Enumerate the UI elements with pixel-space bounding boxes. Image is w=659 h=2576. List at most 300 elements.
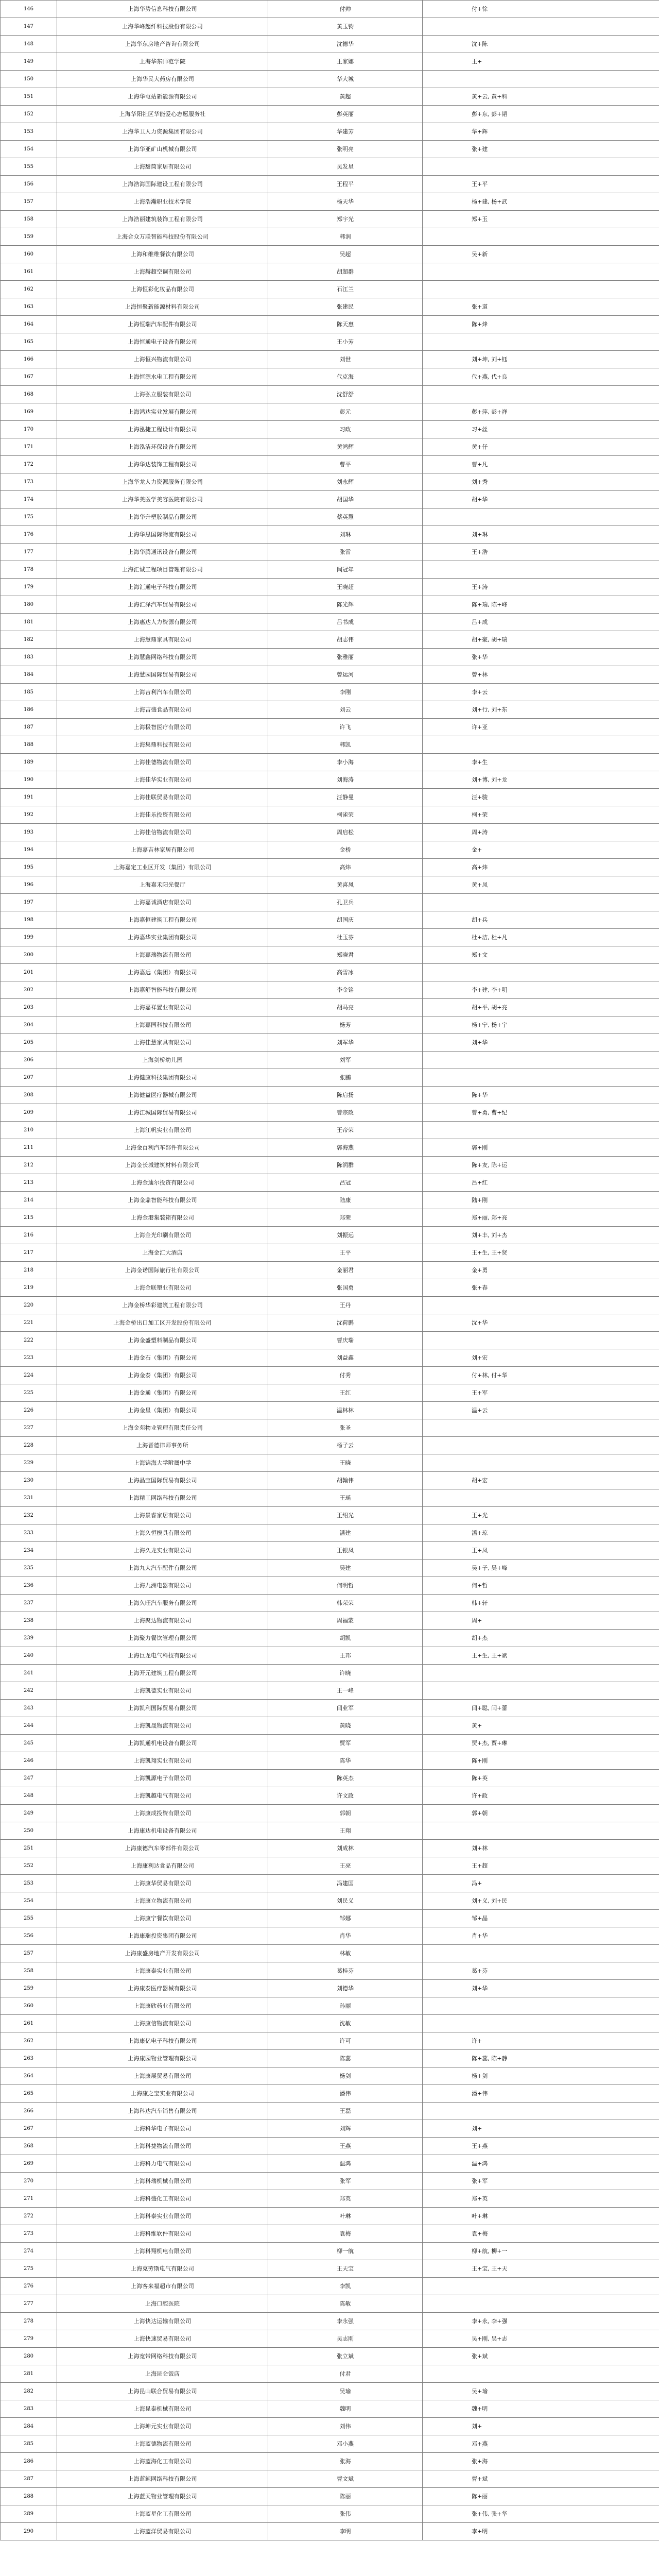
note-cell: 潘+琼 bbox=[423, 1524, 659, 1542]
contact-person-cell: 王晓 bbox=[268, 1454, 423, 1472]
company-name-cell: 上海华升塑胶制品有限公司 bbox=[57, 509, 268, 526]
company-name-cell: 上海康达机电设备有限公司 bbox=[57, 1822, 268, 1840]
table-row bbox=[1, 1244, 659, 1262]
row-number-cell: 221 bbox=[1, 1314, 57, 1332]
table-row bbox=[1, 2523, 659, 2540]
company-name-cell: 上海聚达物流有限公司 bbox=[57, 1612, 268, 1630]
table-row bbox=[1, 2330, 659, 2348]
note-cell: 胡+华 bbox=[423, 491, 659, 509]
note-cell: 周+ bbox=[423, 1612, 659, 1630]
contact-person-cell: 刘民义 bbox=[268, 1892, 423, 1910]
note-cell: 张+道 bbox=[423, 298, 659, 316]
table-row bbox=[1, 1402, 659, 1419]
table-row bbox=[1, 421, 659, 438]
company-name-cell: 上海嘉华实业集团有限公司 bbox=[57, 929, 268, 946]
note-cell: 王+宝, 王+天 bbox=[423, 2260, 659, 2278]
company-name-cell: 上海嘉吉林家居有限公司 bbox=[57, 841, 268, 859]
company-name-cell: 上海快达运输有限公司 bbox=[57, 2313, 268, 2330]
table-row bbox=[1, 981, 659, 999]
note-cell: 曹+勇, 曹+纪 bbox=[423, 1104, 659, 1122]
row-number-cell: 238 bbox=[1, 1612, 57, 1630]
note-cell: 黄+凤 bbox=[423, 876, 659, 894]
company-name-cell: 上海甜筒家居有限公司 bbox=[57, 158, 268, 176]
row-number-cell: 159 bbox=[1, 228, 57, 246]
contact-person-cell: 张立斌 bbox=[268, 2348, 423, 2365]
note-cell: 付+徐 bbox=[423, 1, 659, 18]
company-name-cell: 上海科力电气有限公司 bbox=[57, 2155, 268, 2173]
row-number-cell: 212 bbox=[1, 1157, 57, 1174]
contact-person-cell: 陈蕊 bbox=[268, 2050, 423, 2067]
table-row bbox=[1, 1752, 659, 1770]
contact-person-cell: 王燕 bbox=[268, 2138, 423, 2155]
row-number-cell: 190 bbox=[1, 771, 57, 789]
company-name-cell: 上海赫超空调有限公司 bbox=[57, 263, 268, 281]
table-row bbox=[1, 2015, 659, 2032]
note-cell: 刘+琳 bbox=[423, 526, 659, 544]
table-row bbox=[1, 649, 659, 666]
note-cell: 胡+兵 bbox=[423, 911, 659, 929]
table-row bbox=[1, 2050, 659, 2067]
contact-person-cell: 潘伟 bbox=[268, 2085, 423, 2103]
company-name-cell: 上海凯越电气有限公司 bbox=[57, 1787, 268, 1805]
row-number-cell: 257 bbox=[1, 1945, 57, 1962]
table-row bbox=[1, 1945, 659, 1962]
table-row bbox=[1, 2225, 659, 2243]
row-number-cell: 217 bbox=[1, 1244, 57, 1262]
note-cell: 陈+烽 bbox=[423, 316, 659, 333]
company-name-cell: 上海华亚矿山机械有限公司 bbox=[57, 141, 268, 158]
contact-person-cell: 高雪冰 bbox=[268, 964, 423, 981]
note-cell: 陈+刚 bbox=[423, 1752, 659, 1770]
contact-person-cell: 吴超 bbox=[268, 246, 423, 263]
contact-person-cell: 陈英杰 bbox=[268, 1770, 423, 1787]
row-number-cell: 269 bbox=[1, 2155, 57, 2173]
company-name-cell: 上海嘉远（集团）有限公司 bbox=[57, 964, 268, 981]
note-cell: 王+平 bbox=[423, 176, 659, 193]
contact-person-cell: 张军 bbox=[268, 2173, 423, 2190]
note-cell: 胡+平, 胡+亮 bbox=[423, 999, 659, 1016]
row-number-cell: 235 bbox=[1, 1560, 57, 1577]
table-row bbox=[1, 368, 659, 386]
company-name-cell: 上海九大汽车配件有限公司 bbox=[57, 1560, 268, 1577]
contact-person-cell: 王邦 bbox=[268, 1647, 423, 1665]
company-name-cell: 上海佳信物流有限公司 bbox=[57, 824, 268, 841]
contact-person-cell: 彭英丽 bbox=[268, 106, 423, 123]
contact-person-cell: 王磊 bbox=[268, 2103, 423, 2120]
contact-person-cell: 付帅 bbox=[268, 1, 423, 18]
note-cell bbox=[423, 1945, 659, 1962]
row-number-cell: 253 bbox=[1, 1875, 57, 1892]
note-cell: 曹+斌 bbox=[423, 2470, 659, 2488]
table-row bbox=[1, 2103, 659, 2120]
contact-person-cell: 杨子云 bbox=[268, 1437, 423, 1454]
table-row bbox=[1, 1489, 659, 1507]
table-row bbox=[1, 2505, 659, 2523]
row-number-cell: 280 bbox=[1, 2348, 57, 2365]
row-number-cell: 219 bbox=[1, 1279, 57, 1297]
note-cell: 邓+燕 bbox=[423, 2435, 659, 2453]
row-number-cell: 284 bbox=[1, 2418, 57, 2435]
note-cell: 何+哲 bbox=[423, 1577, 659, 1595]
row-number-cell: 240 bbox=[1, 1647, 57, 1665]
contact-person-cell: 王程平 bbox=[268, 176, 423, 193]
table-row bbox=[1, 2208, 659, 2225]
row-number-cell: 191 bbox=[1, 789, 57, 806]
company-name-cell: 上海金苑物业管理有限责任公司 bbox=[57, 1419, 268, 1437]
row-number-cell: 152 bbox=[1, 106, 57, 123]
note-cell: 金+ bbox=[423, 841, 659, 859]
table-row bbox=[1, 2365, 659, 2383]
company-name-cell: 上海华峰超纤科技股份有限公司 bbox=[57, 18, 268, 36]
row-number-cell: 286 bbox=[1, 2453, 57, 2470]
contact-person-cell: 杨芳 bbox=[268, 1016, 423, 1034]
row-number-cell: 247 bbox=[1, 1770, 57, 1787]
company-name-cell: 上海佳华实业有限公司 bbox=[57, 771, 268, 789]
row-number-cell: 196 bbox=[1, 876, 57, 894]
row-number-cell: 165 bbox=[1, 333, 57, 351]
company-name-cell: 上海恒彩化妆品有限公司 bbox=[57, 281, 268, 298]
row-number-cell: 173 bbox=[1, 473, 57, 491]
note-cell bbox=[423, 2278, 659, 2295]
note-cell: 习+丝 bbox=[423, 421, 659, 438]
table-row bbox=[1, 1665, 659, 1682]
table-row bbox=[1, 876, 659, 894]
table-row bbox=[1, 333, 659, 351]
contact-person-cell: 张建民 bbox=[268, 298, 423, 316]
note-cell bbox=[423, 1122, 659, 1139]
contact-person-cell: 王瑶 bbox=[268, 1489, 423, 1507]
company-name-cell: 上海金盛塑料制品有限公司 bbox=[57, 1332, 268, 1349]
table-row bbox=[1, 106, 659, 123]
row-number-cell: 203 bbox=[1, 999, 57, 1016]
contact-person-cell: 张圣 bbox=[268, 1419, 423, 1437]
contact-person-cell: 张国勇 bbox=[268, 1279, 423, 1297]
table-row bbox=[1, 1822, 659, 1840]
row-number-cell: 260 bbox=[1, 1997, 57, 2015]
note-cell: 柯+荣 bbox=[423, 806, 659, 824]
company-name-cell: 上海科捷物流有限公司 bbox=[57, 2138, 268, 2155]
company-name-cell: 上海吉利汽车有限公司 bbox=[57, 684, 268, 701]
table-row bbox=[1, 263, 659, 281]
company-name-cell: 上海弘立服装有限公司 bbox=[57, 386, 268, 403]
row-number-cell: 245 bbox=[1, 1735, 57, 1752]
row-number-cell: 201 bbox=[1, 964, 57, 981]
note-cell bbox=[423, 1069, 659, 1087]
contact-person-cell: 闫业军 bbox=[268, 1700, 423, 1717]
contact-person-cell: 刘军华 bbox=[268, 1034, 423, 1052]
contact-person-cell: 刘海涛 bbox=[268, 771, 423, 789]
contact-person-cell: 柯雀荣 bbox=[268, 806, 423, 824]
contact-person-cell: 郭海燕 bbox=[268, 1139, 423, 1157]
table-row bbox=[1, 596, 659, 614]
table-row bbox=[1, 1349, 659, 1367]
contact-person-cell: 胡翰伟 bbox=[268, 1472, 423, 1489]
row-number-cell: 147 bbox=[1, 18, 57, 36]
row-number-cell: 197 bbox=[1, 894, 57, 911]
company-name-cell: 上海金诺国际旅行社有限公司 bbox=[57, 1262, 268, 1279]
company-name-cell: 上海恒瑞汽车配件有限公司 bbox=[57, 316, 268, 333]
contact-person-cell: 柳一航 bbox=[268, 2243, 423, 2260]
company-name-cell: 上海蓝德物流有限公司 bbox=[57, 2435, 268, 2453]
table-row bbox=[1, 684, 659, 701]
contact-person-cell: 刘成林 bbox=[268, 1840, 423, 1857]
row-number-cell: 222 bbox=[1, 1332, 57, 1349]
row-number-cell: 246 bbox=[1, 1752, 57, 1770]
row-number-cell: 263 bbox=[1, 2050, 57, 2067]
contact-person-cell: 郑晓君 bbox=[268, 946, 423, 964]
row-number-cell: 239 bbox=[1, 1630, 57, 1647]
note-cell: 袁+梅 bbox=[423, 2225, 659, 2243]
row-number-cell: 202 bbox=[1, 981, 57, 999]
note-cell bbox=[423, 1489, 659, 1507]
table-row bbox=[1, 1524, 659, 1542]
note-cell: 王+生, 王+贤 bbox=[423, 1244, 659, 1262]
note-cell: 李+生 bbox=[423, 754, 659, 771]
company-name-cell: 上海康泰医疗器械有限公司 bbox=[57, 1980, 268, 1997]
table-row bbox=[1, 1542, 659, 1560]
row-number-cell: 149 bbox=[1, 53, 57, 71]
contact-person-cell: 曹平 bbox=[268, 456, 423, 473]
contact-person-cell: 胡凯 bbox=[268, 1630, 423, 1647]
row-number-cell: 258 bbox=[1, 1962, 57, 1980]
contact-person-cell: 胡志伟 bbox=[268, 631, 423, 649]
note-cell bbox=[423, 1454, 659, 1472]
row-number-cell: 225 bbox=[1, 1384, 57, 1402]
row-number-cell: 157 bbox=[1, 193, 57, 211]
contact-person-cell: 闫冠年 bbox=[268, 561, 423, 579]
company-name-cell: 上海科翔机电有限公司 bbox=[57, 2243, 268, 2260]
table-row bbox=[1, 193, 659, 211]
row-number-cell: 283 bbox=[1, 2400, 57, 2418]
company-name-cell: 上海金百利汽车部件有限公司 bbox=[57, 1139, 268, 1157]
table-row bbox=[1, 736, 659, 754]
row-number-cell: 276 bbox=[1, 2278, 57, 2295]
table-row bbox=[1, 2085, 659, 2103]
note-cell: 沈+陈 bbox=[423, 36, 659, 53]
company-name-cell: 上海吉盛食品有限公司 bbox=[57, 701, 268, 719]
table-row bbox=[1, 1962, 659, 1980]
company-name-cell: 上海康成投资有限公司 bbox=[57, 1805, 268, 1822]
note-cell bbox=[423, 263, 659, 281]
contact-person-cell: 陈华 bbox=[268, 1752, 423, 1770]
contact-person-cell: 张明亮 bbox=[268, 141, 423, 158]
table-row bbox=[1, 141, 659, 158]
contact-person-cell: 刘辉 bbox=[268, 2120, 423, 2138]
row-number-cell: 288 bbox=[1, 2488, 57, 2505]
company-name-cell: 上海九洲电器有限公司 bbox=[57, 1577, 268, 1595]
table-row bbox=[1, 1, 659, 18]
company-name-cell: 上海嘉定工业区开发（集团）有限公司 bbox=[57, 859, 268, 876]
company-name-cell: 上海汇诚工程项目管理有限公司 bbox=[57, 561, 268, 579]
note-cell: 刘+丰, 刘+杰 bbox=[423, 1227, 659, 1244]
note-cell bbox=[423, 2365, 659, 2383]
company-name-cell: 上海金泰（集团）有限公司 bbox=[57, 1367, 268, 1384]
contact-person-cell: 葛桂芬 bbox=[268, 1962, 423, 1980]
row-number-cell: 233 bbox=[1, 1524, 57, 1542]
table-row bbox=[1, 1174, 659, 1192]
contact-person-cell: 吕书成 bbox=[268, 614, 423, 631]
contact-person-cell: 金丽君 bbox=[268, 1262, 423, 1279]
table-row bbox=[1, 964, 659, 981]
note-cell: 郑+丽, 郑+亮 bbox=[423, 1209, 659, 1227]
company-name-cell: 上海昆山联合贸易有限公司 bbox=[57, 2383, 268, 2400]
table-row bbox=[1, 719, 659, 736]
company-name-cell: 上海康华贸易有限公司 bbox=[57, 1875, 268, 1892]
company-name-cell: 上海华屯站新能源有限公司 bbox=[57, 88, 268, 106]
row-number-cell: 167 bbox=[1, 368, 57, 386]
row-number-cell: 232 bbox=[1, 1507, 57, 1524]
note-cell: 李+建, 李+明 bbox=[423, 981, 659, 999]
row-number-cell: 210 bbox=[1, 1122, 57, 1139]
note-cell: 刘+坤, 刘+钰 bbox=[423, 351, 659, 368]
row-number-cell: 198 bbox=[1, 911, 57, 929]
note-cell bbox=[423, 1665, 659, 1682]
table-row bbox=[1, 2278, 659, 2295]
company-name-cell: 上海汇通电子科技有限公司 bbox=[57, 579, 268, 596]
note-cell bbox=[423, 509, 659, 526]
note-cell: 吴+新 bbox=[423, 246, 659, 263]
row-number-cell: 215 bbox=[1, 1209, 57, 1227]
company-name-cell: 上海晋德律师事务所 bbox=[57, 1437, 268, 1454]
table-row bbox=[1, 1577, 659, 1595]
contact-person-cell: 陈润群 bbox=[268, 1157, 423, 1174]
row-number-cell: 229 bbox=[1, 1454, 57, 1472]
company-name-cell: 上海科华电子有限公司 bbox=[57, 2120, 268, 2138]
row-number-cell: 146 bbox=[1, 1, 57, 18]
row-number-cell: 172 bbox=[1, 456, 57, 473]
contact-person-cell: 贾军 bbox=[268, 1735, 423, 1752]
contact-person-cell: 孔卫兵 bbox=[268, 894, 423, 911]
note-cell: 冯+ bbox=[423, 1875, 659, 1892]
company-name-cell: 上海康盛房地产开发有限公司 bbox=[57, 1945, 268, 1962]
row-number-cell: 194 bbox=[1, 841, 57, 859]
row-number-cell: 187 bbox=[1, 719, 57, 736]
company-name-cell: 上海华腾通讯设备有限公司 bbox=[57, 544, 268, 561]
table-row bbox=[1, 1297, 659, 1314]
row-number-cell: 148 bbox=[1, 36, 57, 53]
company-name-cell: 上海嘉园科技有限公司 bbox=[57, 1016, 268, 1034]
company-name-cell: 上海康之宝实业有限公司 bbox=[57, 2085, 268, 2103]
company-name-cell: 上海嘉瑞物流有限公司 bbox=[57, 946, 268, 964]
note-cell bbox=[423, 2015, 659, 2032]
company-name-cell: 上海康园物业管理有限公司 bbox=[57, 2050, 268, 2067]
company-name-cell: 上海金通（集团）有限公司 bbox=[57, 1384, 268, 1402]
table-body bbox=[1, 1, 659, 2540]
company-name-cell: 上海巨龙电气科技有限公司 bbox=[57, 1647, 268, 1665]
company-name-cell: 上海浩海国际建设工程有限公司 bbox=[57, 176, 268, 193]
table-row bbox=[1, 2120, 659, 2138]
note-cell: 陈+友, 陈+运 bbox=[423, 1157, 659, 1174]
note-cell: 邹+晶 bbox=[423, 1910, 659, 1927]
row-number-cell: 206 bbox=[1, 1052, 57, 1069]
contact-person-cell: 袁梅 bbox=[268, 2225, 423, 2243]
contact-person-cell: 刘振远 bbox=[268, 1227, 423, 1244]
contact-person-cell: 吴发星 bbox=[268, 158, 423, 176]
company-name-cell: 上海凯通机电设备有限公司 bbox=[57, 1735, 268, 1752]
contact-person-cell: 胡国庆 bbox=[268, 911, 423, 929]
contact-person-cell: 刘伟 bbox=[268, 2418, 423, 2435]
contact-person-cell: 刘琳 bbox=[268, 526, 423, 544]
contact-person-cell: 冯建国 bbox=[268, 1875, 423, 1892]
table-row bbox=[1, 2400, 659, 2418]
note-cell: 陈+蕊, 陈+静 bbox=[423, 2050, 659, 2067]
company-name-cell: 上海华东师范学院 bbox=[57, 53, 268, 71]
note-cell: 金+勇 bbox=[423, 1262, 659, 1279]
note-cell: 郭+朝 bbox=[423, 1805, 659, 1822]
company-name-cell: 上海华东房地产咨询有限公司 bbox=[57, 36, 268, 53]
table-row bbox=[1, 2243, 659, 2260]
contact-person-cell: 蔡英慧 bbox=[268, 509, 423, 526]
table-row bbox=[1, 771, 659, 789]
company-name-cell: 上海蓝海化工有限公司 bbox=[57, 2453, 268, 2470]
note-cell: 陈+瑞, 陈+峰 bbox=[423, 596, 659, 614]
row-number-cell: 226 bbox=[1, 1402, 57, 1419]
row-number-cell: 183 bbox=[1, 649, 57, 666]
table-row bbox=[1, 1069, 659, 1087]
table-row bbox=[1, 859, 659, 876]
note-cell: 陈+丽 bbox=[423, 2488, 659, 2505]
table-row bbox=[1, 1980, 659, 1997]
note-cell: 刘+ bbox=[423, 2120, 659, 2138]
company-name-cell: 上海佳慧家具有限公司 bbox=[57, 1034, 268, 1052]
table-row bbox=[1, 2173, 659, 2190]
note-cell bbox=[423, 18, 659, 36]
company-name-cell: 上海华思国际物流有限公司 bbox=[57, 526, 268, 544]
note-cell: 陆+刚 bbox=[423, 1192, 659, 1209]
company-name-cell: 上海科维软件有限公司 bbox=[57, 2225, 268, 2243]
table-row bbox=[1, 666, 659, 684]
company-name-cell: 上海蓝鲸网络科技有限公司 bbox=[57, 2470, 268, 2488]
row-number-cell: 277 bbox=[1, 2295, 57, 2313]
table-row bbox=[1, 2435, 659, 2453]
table-row bbox=[1, 1157, 659, 1174]
table-row bbox=[1, 1595, 659, 1612]
row-number-cell: 252 bbox=[1, 1857, 57, 1875]
company-name-cell: 上海蓝洋贸易有限公司 bbox=[57, 2523, 268, 2540]
table-row bbox=[1, 1507, 659, 1524]
table-row bbox=[1, 544, 659, 561]
contact-person-cell: 王翔 bbox=[268, 1822, 423, 1840]
company-name-cell: 上海鸿达实业发展有限公司 bbox=[57, 403, 268, 421]
table-row bbox=[1, 526, 659, 544]
row-number-cell: 211 bbox=[1, 1139, 57, 1157]
company-name-cell: 上海金石（集团）有限公司 bbox=[57, 1349, 268, 1367]
company-name-cell: 上海克劳斯电气有限公司 bbox=[57, 2260, 268, 2278]
contact-person-cell: 杜玉芬 bbox=[268, 929, 423, 946]
note-cell: 陈+华 bbox=[423, 1087, 659, 1104]
table-row bbox=[1, 1314, 659, 1332]
company-name-cell: 上海惠达人力资源有限公司 bbox=[57, 614, 268, 631]
contact-person-cell: 张海 bbox=[268, 2453, 423, 2470]
row-number-cell: 273 bbox=[1, 2225, 57, 2243]
table-row bbox=[1, 1910, 659, 1927]
row-number-cell: 179 bbox=[1, 579, 57, 596]
contact-person-cell: 张鹏 bbox=[268, 1069, 423, 1087]
row-number-cell: 275 bbox=[1, 2260, 57, 2278]
row-number-cell: 150 bbox=[1, 71, 57, 88]
contact-person-cell: 许飞 bbox=[268, 719, 423, 736]
row-number-cell: 272 bbox=[1, 2208, 57, 2225]
table-row bbox=[1, 2488, 659, 2505]
table-row bbox=[1, 2453, 659, 2470]
company-name-cell: 上海科瑞机械有限公司 bbox=[57, 2173, 268, 2190]
table-row bbox=[1, 841, 659, 859]
company-name-cell: 上海科盛化工有限公司 bbox=[57, 2190, 268, 2208]
note-cell: 刘+林 bbox=[423, 1840, 659, 1857]
contact-person-cell: 叶琳 bbox=[268, 2208, 423, 2225]
note-cell: 许+政 bbox=[423, 1787, 659, 1805]
row-number-cell: 278 bbox=[1, 2313, 57, 2330]
